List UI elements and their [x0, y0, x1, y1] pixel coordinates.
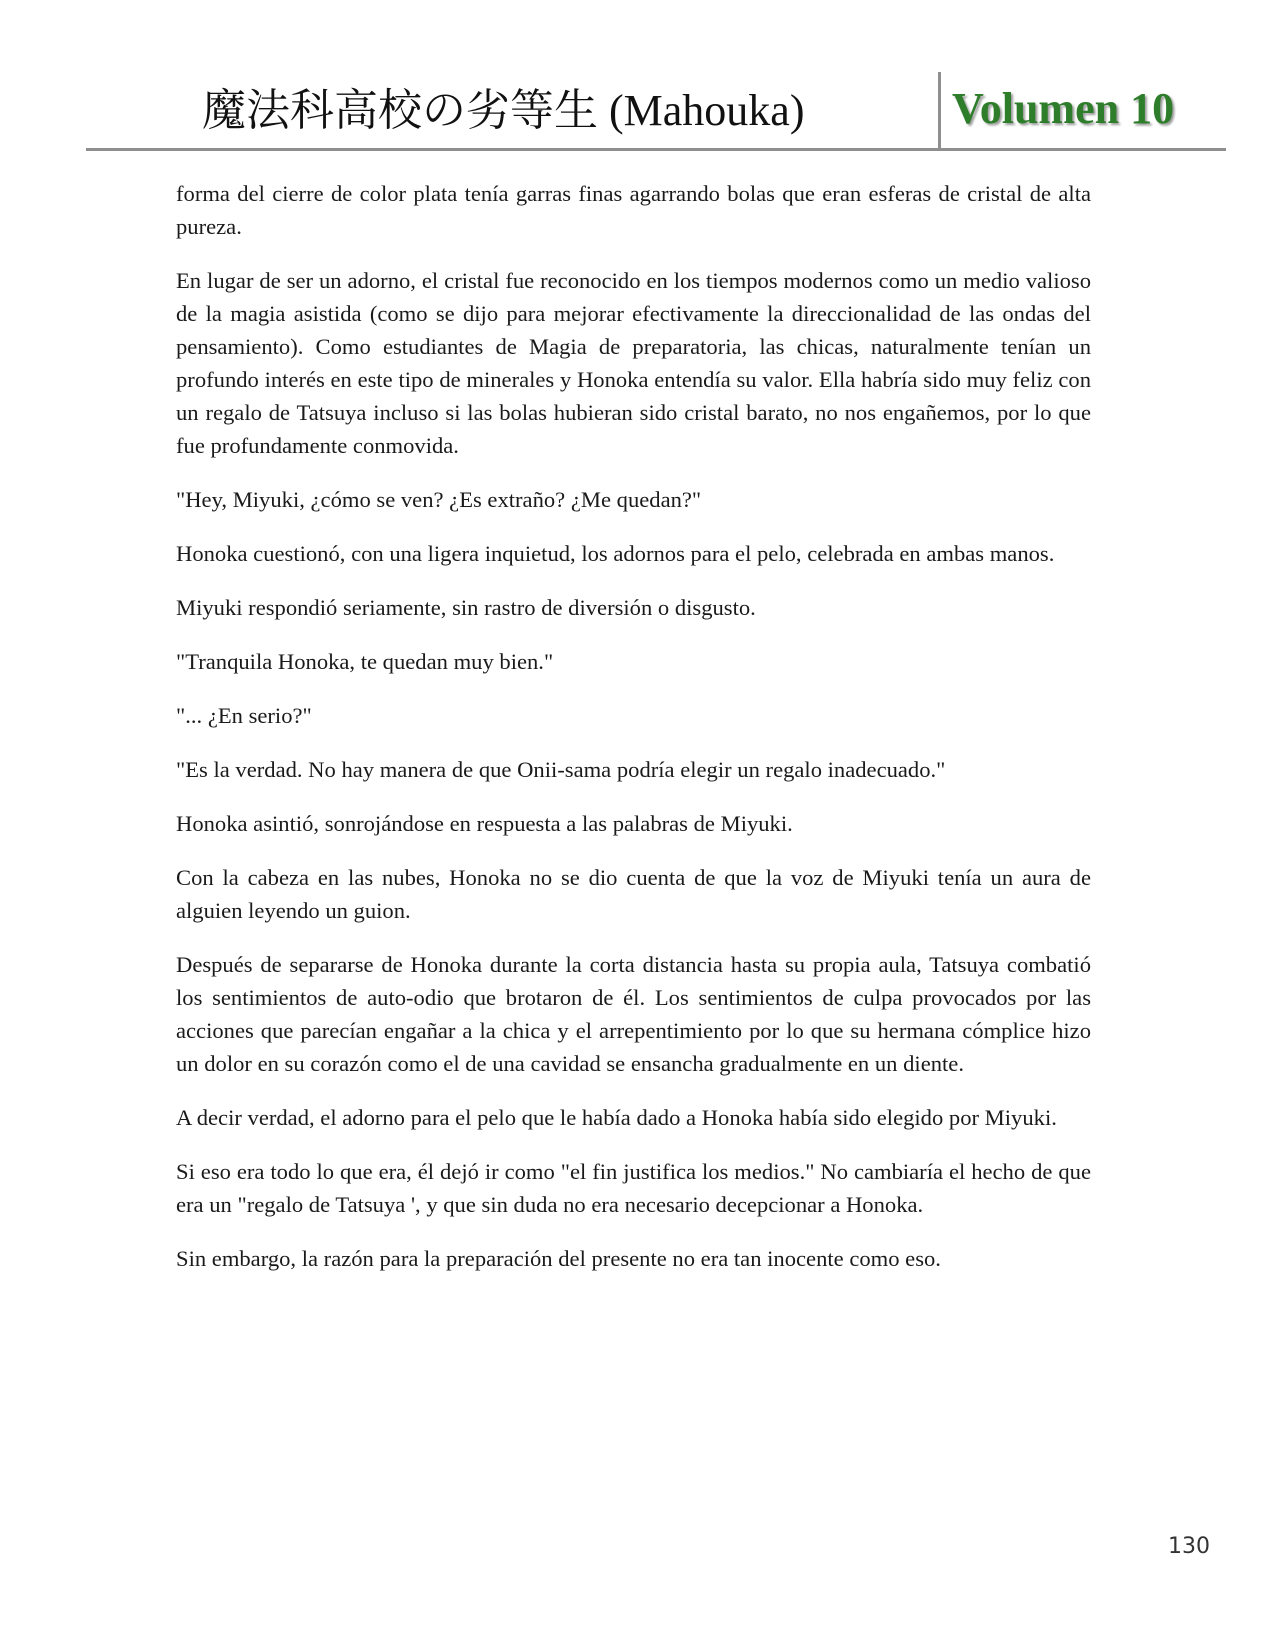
paragraph: Con la cabeza en las nubes, Honoka no se dio cuenta de que la voz de Miyuki tenía un aura de alguien leyendo un guion. [176, 865, 1091, 923]
page-number: 130 [1168, 1534, 1210, 1559]
paragraph: A decir verdad, el adorno para el pelo que le había dado a Honoka había sido elegido por Miyuki. [176, 1105, 1057, 1130]
page-body [176, 177, 1091, 1296]
header-rule [86, 148, 1226, 151]
paragraph: Sin embargo, la razón para la preparación del presente no era tan inocente como eso. [176, 1246, 941, 1271]
paragraph: "Tranquila Honoka, te quedan muy bien." [176, 649, 554, 674]
paragraph: Miyuki respondió seriamente, sin rastro de diversión o disgusto. [176, 595, 756, 620]
paragraph: forma del cierre de color plata tenía garras finas agarrando bolas que eran esferas de cristal de alta pureza. [176, 181, 1091, 239]
page-header [0, 0, 1275, 160]
header-divider [938, 72, 941, 149]
paragraph: Honoka asintió, sonrojándose en respuesta a las palabras de Miyuki. [176, 811, 793, 836]
paragraph: Después de separarse de Honoka durante la corta distancia hasta su propia aula, Tatsuya combatió los sentimientos de auto-odio que brotaron de él. Los sentimientos de culpa provocados por las acciones que parecían engañar a la chica y el arrepentimiento por lo que su hermana cómplice hizo un dolor en su corazón como el de una cavidad se ensancha gradualmente en un diente. [176, 952, 1091, 1076]
paragraph: "Es la verdad. No hay manera de que Onii-sama podría elegir un regalo inadecuado." [176, 757, 946, 782]
paragraph: "Hey, Miyuki, ¿cómo se ven? ¿Es extraño? ¿Me quedan?" [176, 487, 702, 512]
paragraph: Honoka cuestionó, con una ligera inquietud, los adornos para el pelo, celebrada en ambas manos. [176, 541, 1055, 566]
paragraph: En lugar de ser un adorno, el cristal fue reconocido en los tiempos modernos como un medio valioso de la magia asistida (como se dijo para mejorar efectivamente la direccionalidad de las ondas del pensamiento). Como estudiantes de Magia de preparatoria, las chicas, naturalmente tenían un profundo interés en este tipo de minerales y Honoka entendía su valor. Ella habría sido muy feliz con un regalo de Tatsuya incluso si las bolas hubieran sido cristal barato, no nos engañemos, por lo que fue profundamente conmovida. [176, 268, 1091, 458]
book-title: 魔法科高校の劣等生 (Mahouka) [202, 86, 805, 135]
paragraph: "... ¿En serio?" [176, 703, 312, 728]
volume-label: Volumen 10 [952, 84, 1175, 133]
paragraph: Si eso era todo lo que era, él dejó ir como "el fin justifica los medios." No cambiaría el hecho de que era un "regalo de Tatsuya ', y que sin duda no era necesario decepcionar a Honoka. [176, 1159, 1091, 1217]
